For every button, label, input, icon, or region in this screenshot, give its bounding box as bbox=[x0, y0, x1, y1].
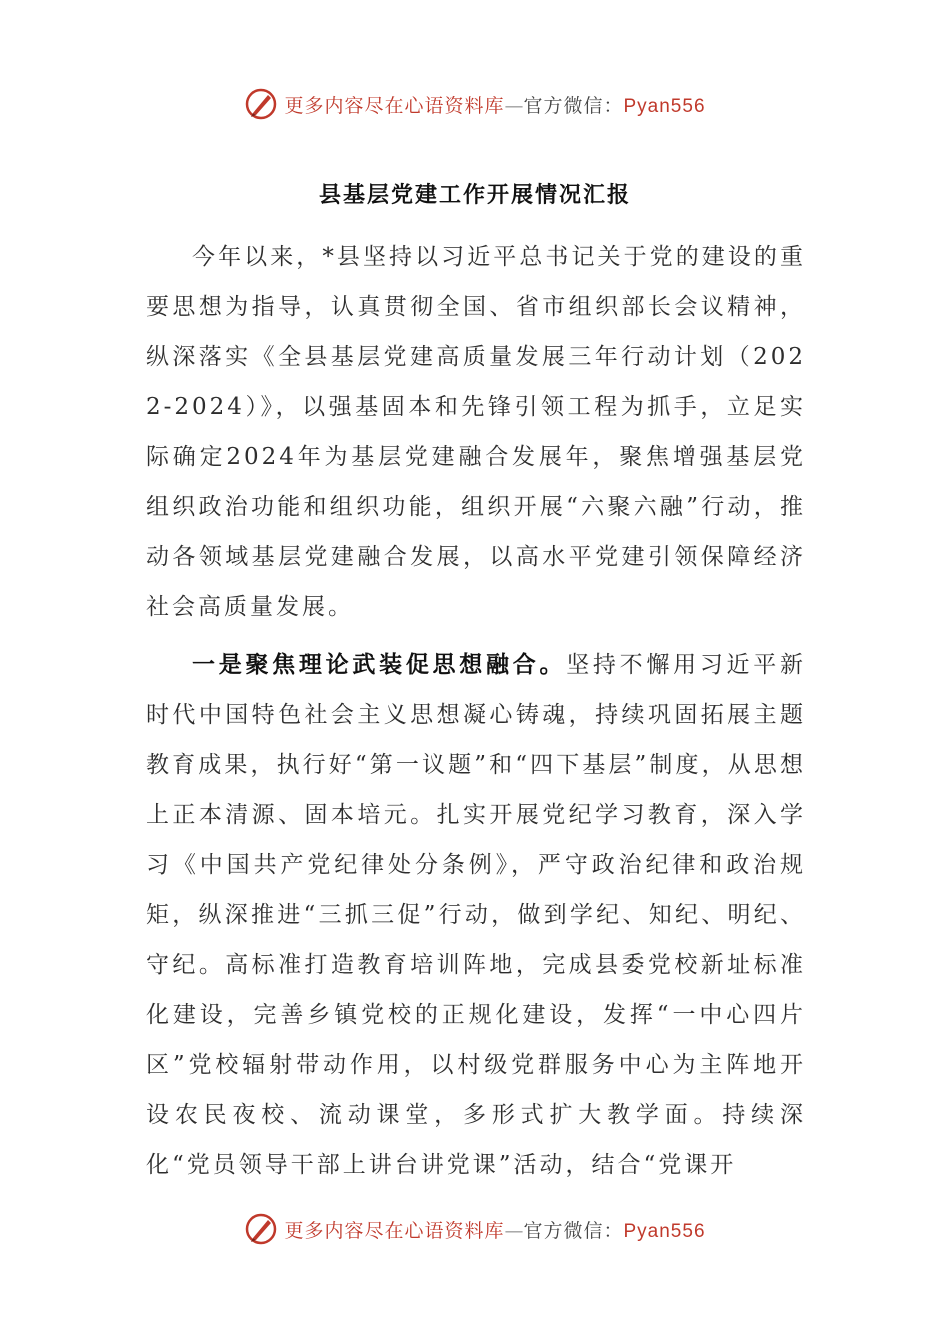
watermark-separator: — bbox=[504, 1219, 524, 1242]
paragraph-section-1 bbox=[146, 640, 806, 1190]
pen-circle-logo-icon bbox=[244, 1212, 278, 1246]
watermark-brand: 更多内容尽在心语资料库 bbox=[284, 94, 505, 117]
watermark-separator: — bbox=[504, 94, 524, 117]
watermark-label: 官方微信： bbox=[523, 94, 624, 117]
paragraph-lead: 一是聚焦理论武装促思想融合。 bbox=[192, 652, 567, 678]
pen-circle-logo-icon bbox=[244, 87, 278, 121]
paragraph-text: 今年以来，*县坚持以习近平总书记关于党的建设的重要思想为指导，认真贯彻全国、省市组织部长会议精神，纵深落实《全县基层党建高质量发展三年行动计划（2022-2024）》，以强基固本和先锋引领工程为抓手，立足实际确定2024年为基层党建融合发展年，聚焦增强基层党组织政治功能和组织功能，组织开展“六聚六融”行动，推动各领域基层党建融合发展，以高水平党建引领保障经济社会高质量发展。 bbox=[146, 244, 806, 620]
watermark-brand: 更多内容尽在心语资料库 bbox=[284, 1219, 505, 1242]
watermark-text bbox=[284, 1216, 705, 1243]
watermark-header bbox=[0, 82, 950, 126]
watermark-text bbox=[284, 91, 705, 118]
paragraph-text: 坚持不懈用习近平新时代中国特色社会主义思想凝心铸魂，持续巩固拓展主题教育成果，执行好“第一议题”和“四下基层”制度，从思想上正本清源、固本培元。扎实开展党纪学习教育，深入学习《中国共产党纪律处分条例》，严守政治纪律和政治规矩，纵深推进“三抓三促”行动，做到学纪、知纪、明纪、守纪。高标准打造教育培训阵地，完成县委党校新址标准化建设，完善乡镇党校的正规化建设，发挥“一中心四片区”党校辐射带动作用，以村级党群服务中心为主阵地开设农民夜校、流动课堂，多形式扩大教学面。持续深化“党员领导干部上讲台讲党课”活动，结合“党课开 bbox=[146, 652, 807, 1178]
watermark-wechat-id: Pyan556 bbox=[623, 95, 706, 117]
watermark-label: 官方微信： bbox=[523, 1219, 624, 1242]
watermark-wechat-id: Pyan556 bbox=[623, 1220, 706, 1242]
document-body bbox=[146, 232, 806, 1190]
watermark-footer bbox=[0, 1207, 950, 1251]
document-title: 县基层党建工作开展情况汇报 bbox=[318, 183, 631, 208]
paragraph-intro bbox=[146, 232, 806, 632]
